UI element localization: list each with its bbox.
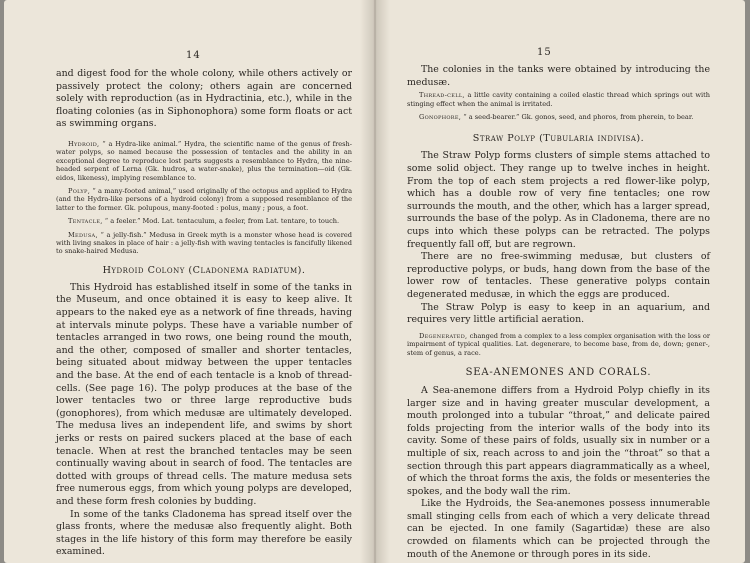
chapter-heading: SEA-ANEMONES AND CORALS. <box>465 366 652 378</box>
section-heading: Straw Polyp (Tubularia indivisa). <box>472 133 645 145</box>
page-number: 14 <box>186 50 201 61</box>
footnote-medusa: Medusa, “ a jelly-fish.” Medusa in Greek myth is a monster whose head is covered with living snakes in place of hair : a jelly-fish with waving tentacles is fancifully likened to snake-haired Medusa. <box>56 230 352 256</box>
intro-paragraph: and digest food for the whole colony, while others actively or passively protect the colony; others again are concerned solely with reproduction (as in Hydractinia, etc.), while in the floating colonies (as in Siphonophora) some form floats or act as swimming organs. <box>56 68 352 130</box>
left-text-column <box>56 68 352 559</box>
section-heading: Hydroid Colony (Cladonema radiatum). <box>102 264 306 276</box>
body-paragraph: In some of the tanks Cladonema has spread itself over the glass fronts, where the medusæ also frequently alight. Both stages in the life history of this form may therefore be easily examined. <box>56 508 352 558</box>
footnote-tentacle: Tentacle, “ a feeler.” Mod. Lat. tentaculum, a feeler, from Lat. tentare, to touch. <box>68 217 340 226</box>
body-paragraph: This Hydroid has established itself in some of the tanks in the Museum, and once obtained it is easy to keep alive. It appears to the naked eye as a network of fine threads, having at intervals minute polyps. These have a variable number of tentacles arranged in two rows, one being round the mouth, and the other, composed of smaller and shorter tentacles, being situated about midway between the upper tentacles and the base. At the end of each tentacle is a knob of thread-cells. (See page 16). The polyp produces at the base of the lower tentacles two or three large reproductive buds (gonophores), from which medusæ are ultimately developed. The medusa lives an independent life, and swims by short jerks or rests on paired suckers placed at the base of each tenacle. When at rest the branched tentacles may be seen continually waving about in search of food. The tentacles are dotted with groups of thread cells. The mature medusa sets free numerous eggs, from which young polyps are developed, and these form fresh colonies by budding. <box>56 281 352 507</box>
intro-paragraph: The colonies in the tanks were obtained by introducing the medusæ. <box>407 64 710 88</box>
left-page <box>4 0 375 563</box>
book-gutter <box>360 0 390 563</box>
footnote-polyp: Polyp, “ a many-footed animal,” used originally of the octopus and applied to Hydra (and the Hydra-like persons of a hydroid colony) from a supposed resemblance of the latter to the former. Gk. polupous, many-footed : polus, many ; pous, a foot. <box>56 187 352 212</box>
right-page <box>375 0 745 563</box>
page-number: 15 <box>537 47 552 58</box>
footnote-gonophore: Gonophore, “ a seed-bearer.” Gk. gonos, seed, and phoros, from pherein, to bear. <box>419 113 694 121</box>
body-paragraph: Like the Hydroids, the Sea-anemones possess innumerable small stinging cells from each of which a very delicate thread can be ejected. In one family (Sagartidæ) these are also crowded on filaments which can be projected through the mouth of the Anemone or through pores in its side. <box>407 498 710 560</box>
right-text-column <box>407 64 710 561</box>
footnote-degenerated: Degenerated, changed from a complex to a less complex organisation with the loss or impairment of typical qualities. Lat. degenerare, to become base, from de, down; gener-, stem of genus, a race. <box>407 331 710 357</box>
body-paragraph: The Straw Polyp forms clusters of simple stems attached to some solid object. They range up to twelve inches in height. From the top of each stem projects a red flower-like polyp, which has a double row of very fine tentacles; one row surrounds the mouth, and the other, which has a larger spread, surrounds the base of the polyp. As in Cladonema, there are no cups into which these polyps can be retracted. The polyps frequently fall off, but are regrown. <box>407 150 710 250</box>
footnote-thread-cell: Thread-cell, a little cavity containing a coiled elastic thread which springs out with stinging effect when the animal is irritated. <box>407 91 710 108</box>
body-paragraph: The Straw Polyp is easy to keep in an aquarium, and requires very little artificial aeration. <box>407 301 710 326</box>
footnote-hydroid: Hydroid, “ a Hydra-like animal.” Hydra, the scientific name of the genus of fresh-water polyps, so named because the possession of tentacles and the ability in an exceptional degree to reproduce lost parts suggests a resemblance to Hydra, the nine-headed serpent of Lerna (Gk. hudros, a water-snake), plus the termination—oid (Gk. eidos, likeness), implying resemblance to. <box>56 139 352 182</box>
body-paragraph: A Sea-anemone differs from a Hydroid Polyp chiefly in its larger size and in having greater muscular development, a mouth prolonged into a tubular “throat,” and delicate paired folds projecting from the interior walls of the body into its cavity. Some of these pairs of folds, usually six in number or a multiple of six, reach across to and join the “throat” so that a section through this part appears diagrammatically as a wheel, of which the throat forms the axis, the folds or mesenteries the spokes, and the body wall the rim. <box>407 384 710 497</box>
body-paragraph: There are no free-swimming medusæ, but clusters of reproductive polyps, or buds, hang down from the base of the lower row of tentacles. These generative polyps contain degenerated medusæ, in which the eggs are produced. <box>407 251 710 300</box>
